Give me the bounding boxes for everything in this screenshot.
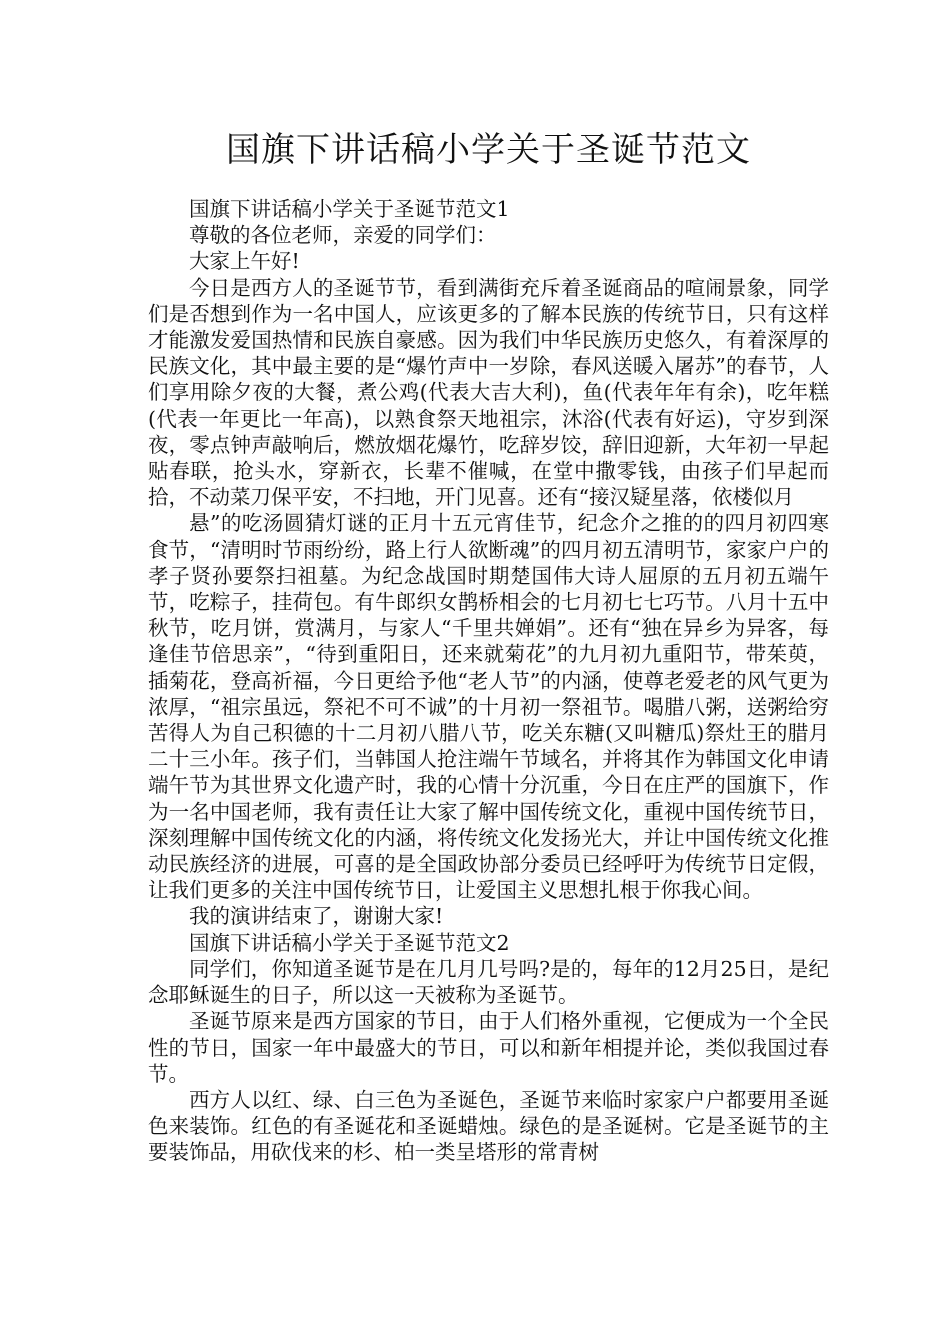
paragraph-body: 悬”的吃汤圆猜灯谜的正月十五元宵佳节，纪念介之推的的四月初四寒食节，“清明时节雨纷纷，路上行人欲断魂”的四月初五清明节，家家户户的孝子贤孙要祭扫祖墓。为纪念战国时期楚国伟大诗人屈原的五月初五端午节，吃粽子，挂荷包。有牛郎织女鹊桥相会的七月初七七巧节。八月十五中秋节，吃月饼，赏满月，与家人“千里共婵娟”。还有“独在异乡为异客，每逢佳节倍思亲”，“待到重阳日，还来就菊花”的九月初九重阳节，带茱萸，插菊花，登高祈福，今日更给予他“老人节”的内涵，使尊老爱老的风气更为浓厚，“祖宗虽远，祭祀不可不诚”的十月初一祭祖节。喝腊八粥，送粥给穷苦得人为自己积德的十二月初八腊八节，吃关东糖(又叫糖瓜)祭灶王的腊月二十三小年。孩子们，当韩国人抢注端午节域名，并将其作为韩国文化申请端午节为其世界文化遗产时，我的心情十分沉重，今日在庄严的国旗下，作为一名中国老师，我有责任让大家了解中国传统文化，重视中国传统节日，深刻理解中国传统文化的内涵，将传统文化发扬光大，并让中国传统文化推动民族经济的进展，可喜的是全国政协部分委员已经呼吁为传统节日定假，让我们更多的关注中国传统节日，让爱国主义思想扎根于你我心间。	[148, 511, 829, 903]
paragraph-body: 圣诞节原来是西方国家的节日，由于人们格外重视，它便成为一个全民性的节日，国家一年中最盛大的节日，可以和新年相提并论，类似我国过春节。	[148, 1009, 829, 1086]
paragraph-heading-2: 国旗下讲话稿小学关于圣诞节范文2	[189, 930, 510, 955]
paragraph-body: 今日是西方人的圣诞节节，看到满街充斥着圣诞商品的喧闹景象，同学们是否想到作为一名中国人，应该更多的了解本民族的传统节日，只有这样才能激发爱国热情和民族自豪感。因为我们中华民族历史悠久，有着深厚的民族文化，其中最主要的是“爆竹声中一岁除，春风送暖入屠苏”的春节，人们享用除夕夜的大餐，煮公鸡(代表大吉大利)，鱼(代表年年有余)，吃年糕(代表一年更比一年高)，以熟食祭天地祖宗，沐浴(代表有好运)，守岁到深夜，零点钟声敲响后，燃放烟花爆竹，吃辞岁饺，辞旧迎新，大年初一早起贴春联，抢头水，穿新衣，长辈不催喊，在堂中撒零钱，由孩子们早起而拾，不动菜刀保平安，不扫地，开门见喜。还有“接汉疑星落，依楼似月	[148, 275, 829, 510]
paragraph-body: 同学们，你知道圣诞节是在几月几号吗?是的，每年的12月25日，是纪念耶稣诞生的日子，所以这一天被称为圣诞节。	[148, 956, 829, 1008]
document-page	[148, 124, 829, 1166]
document-title: 国旗下讲话稿小学关于圣诞节范文	[226, 130, 751, 170]
paragraph-salutation: 尊敬的各位老师，亲爱的同学们：	[189, 223, 497, 248]
paragraph-closing: 我的演讲结束了，谢谢大家!	[189, 904, 444, 929]
paragraph-greeting: 大家上午好!	[189, 249, 300, 274]
paragraph-heading-1: 国旗下讲话稿小学关于圣诞节范文1	[189, 197, 510, 221]
document-body	[148, 196, 829, 1166]
paragraph-body: 西方人以红、绿、白三色为圣诞色，圣诞节来临时家家户户都要用圣诞色来装饰。红色的有圣诞花和圣诞蜡烛。绿色的是圣诞树。它是圣诞节的主要装饰品，用砍伐来的杉、柏一类呈塔形的常青树	[148, 1087, 829, 1165]
